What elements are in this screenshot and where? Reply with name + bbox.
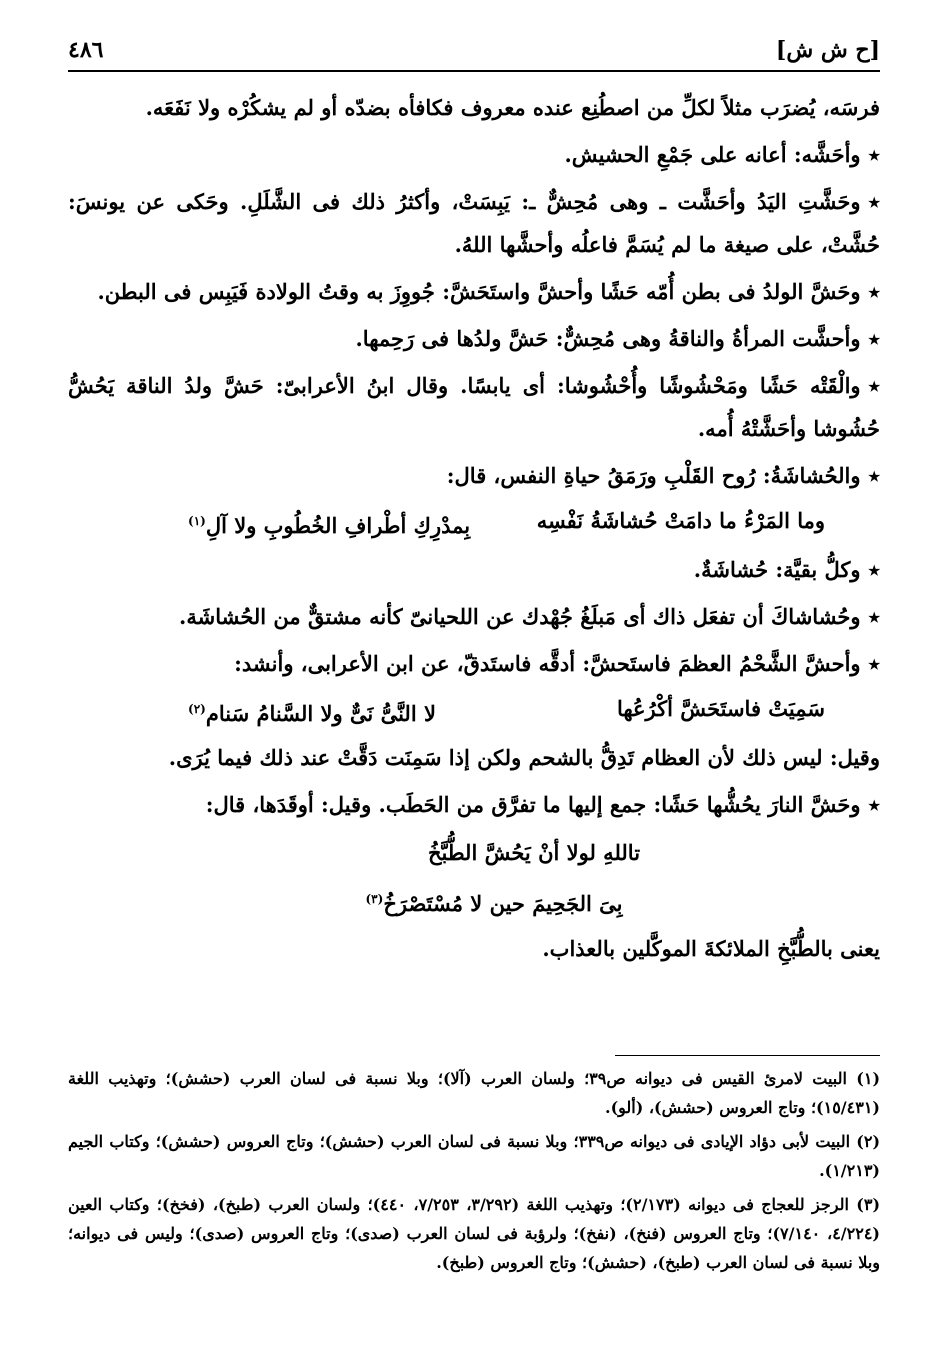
paragraph-plain: وقيل: ليس ذلك لأن العظام تَدِقُّ بالشحم ولكن إذا سَمِنَت دَقَّتْ عند ذلك فيما يُرَى. <box>168 745 880 770</box>
footnote-ref-1: (١) <box>188 514 206 528</box>
verse-3-line-2: بِىَ الجَحِيمَ حين لا مُسْتَصْرَخُ$^{(٣)}$ <box>365 891 623 916</box>
footnote-ref-3: (٣) <box>365 892 384 906</box>
asterisk-icon: ٭ <box>868 651 880 676</box>
hemistich-2: لا النَّىُّ نَىٌّ ولا السَّنامُ سَنام$^{(٢)}$ <box>188 701 436 726</box>
footnote-3: (٣) الرجز للعجاج فى ديوانه (٢/١٧٣)؛ وتهذيب اللغة (٣/٢٩٢، ٧/٢٥٣، ٤٤٠)؛ ولسان العرب (طبخ)، (فخخ)؛ وكتاب العين (٤/٢٢٤، ٧/١٤٠)؛ وتاج العروس (فنخ)، (نفخ)؛ ولرؤبة فى لسان العرب (صدى)؛ وتاج العروس (صدى)؛ وليس فى ديوانه؛ وبلا نسبة فى لسان العرب (طبخ)، (حشش)؛ وتاج العروس (طبخ). <box>68 1195 881 1272</box>
hemistich-1: وما المَرْءُ ما دامَتْ حُشاشَةُ نَفْسِه <box>536 508 825 533</box>
footnotes <box>68 1064 880 1282</box>
entry-paragraph: ٭وحُشاشاكَ أن تفعَل ذاك أى مَبلَغُ جُهْدك عن اللحيانىّ كأنه مشتقٌّ من الحُشاشَة. <box>179 604 880 629</box>
verse-1 <box>68 501 880 546</box>
entry-paragraph: ٭والْقَتْه حَشًا ومَحْشُوشًا وأُحْشُوشا: أى يابسًا. وقال ابنُ الأعرابىّ: حَشَّ ولدُ الناقة يَحُشُّ حُشُوشا وأحَشَّتْهُ أُمه. <box>68 373 880 441</box>
entry-paragraph: ٭وأحَشَّه: أعانه على جَمْعِ الحشيش. <box>564 142 880 167</box>
asterisk-icon: ٭ <box>868 557 880 582</box>
paragraph-0: فرسَه، يُضرَب مثلاً لكلِّ من اصطُنِع عنده معروف فكافأه بضدّه أو لم يشكُرْه ولا نَفَعَه. <box>145 95 880 120</box>
entry-paragraph: ٭وكلُّ بقيَّة: حُشاشَةٌ. <box>693 557 880 582</box>
asterisk-icon: ٭ <box>868 792 880 817</box>
main-text <box>68 86 880 974</box>
verse-3-line-1: تاللهِ لولا أنْ يَحُشَّ الطُّبَّخُ <box>427 840 641 865</box>
root-letters: [ح ش ش] <box>775 37 880 63</box>
footnote-2: (٢) البيت لأبى دؤاد الإيادى فى ديوانه ص٣٣٩؛ وبلا نسبة فى لسان العرب (حشش)؛ وتاج العروس (حشش)؛ وكتاب الجيم (١/٢١٣). <box>68 1132 881 1180</box>
asterisk-icon: ٭ <box>868 189 880 214</box>
page-header <box>68 30 880 72</box>
asterisk-icon: ٭ <box>868 142 880 167</box>
asterisk-icon: ٭ <box>868 373 880 398</box>
closing-line: يعنى بالطُّبَّخِ الملائكةَ الموكَّلين بالعذاب. <box>542 936 880 961</box>
asterisk-icon: ٭ <box>868 326 880 351</box>
verse-2 <box>68 689 880 734</box>
footnote-ref-2: (٢) <box>188 702 206 716</box>
asterisk-icon: ٭ <box>868 463 880 488</box>
entry-paragraph: ٭وأحشَّت المرأةُ والناقةُ وهى مُحِشٌّ: حَشَّ ولدُها فى رَحِمها. <box>355 326 880 351</box>
footnote-divider <box>615 1055 880 1056</box>
entry-paragraph: ٭وحَشَّتِ اليَدُ وأحَشَّت ـ وهى مُحِشٌّ ـ: يَبِسَتْ، وأكثرُ ذلك فى الشَّلَلِ. وحَكى عن يونسَ: حُشَّتْ، على صيغة ما لم يُسَمَّ فاعلُه وأحشَّها اللهُ. <box>68 189 880 257</box>
entry-paragraph: ٭وأحشَّ الشَّحْمُ العظمَ فاستَحشَّ: أدقَّه فاستَدقّ، عن ابن الأعرابى، وأنشد: <box>234 651 880 676</box>
asterisk-icon: ٭ <box>868 604 880 629</box>
entry-paragraph: ٭وحَشَّ الولدُ فى بطن أُمّه حَشًا وأحشَّ واستَحَشَّ: جُووِزَ به وقتُ الولادة فَيَبِس فى البطن. <box>97 279 880 304</box>
asterisk-icon: ٭ <box>868 279 880 304</box>
page-number: ٤٨٦ <box>68 37 104 63</box>
footnote-1: (١) البيت لامرئ القيس فى ديوانه ص٣٩؛ ولسان العرب (آلا)؛ وبلا نسبة فى لسان العرب (حشش)؛ وتهذيب اللغة (١٥/٤٣١)؛ وتاج العروس (حشش)، (ألو). <box>68 1069 881 1117</box>
hemistich-2: بِمدْرِكِ أطْرافِ الخُطُوبِ ولا آلِ$^{(١)}$ <box>188 513 471 538</box>
hemistich-1: سَمِيَتْ فاستَحَشَّ أكْرُعُها <box>616 696 825 721</box>
entry-paragraph: ٭والحُشاشَةُ: رُوح القَلْبِ ورَمَقُ حياةِ النفس، قال: <box>446 463 880 488</box>
entry-paragraph: ٭وحَشَّ النارَ يحُشُّها حَشًا: جمع إليها ما تفرَّق من الحَطَب. وقيل: أوقَدَها، قال: <box>205 792 880 817</box>
